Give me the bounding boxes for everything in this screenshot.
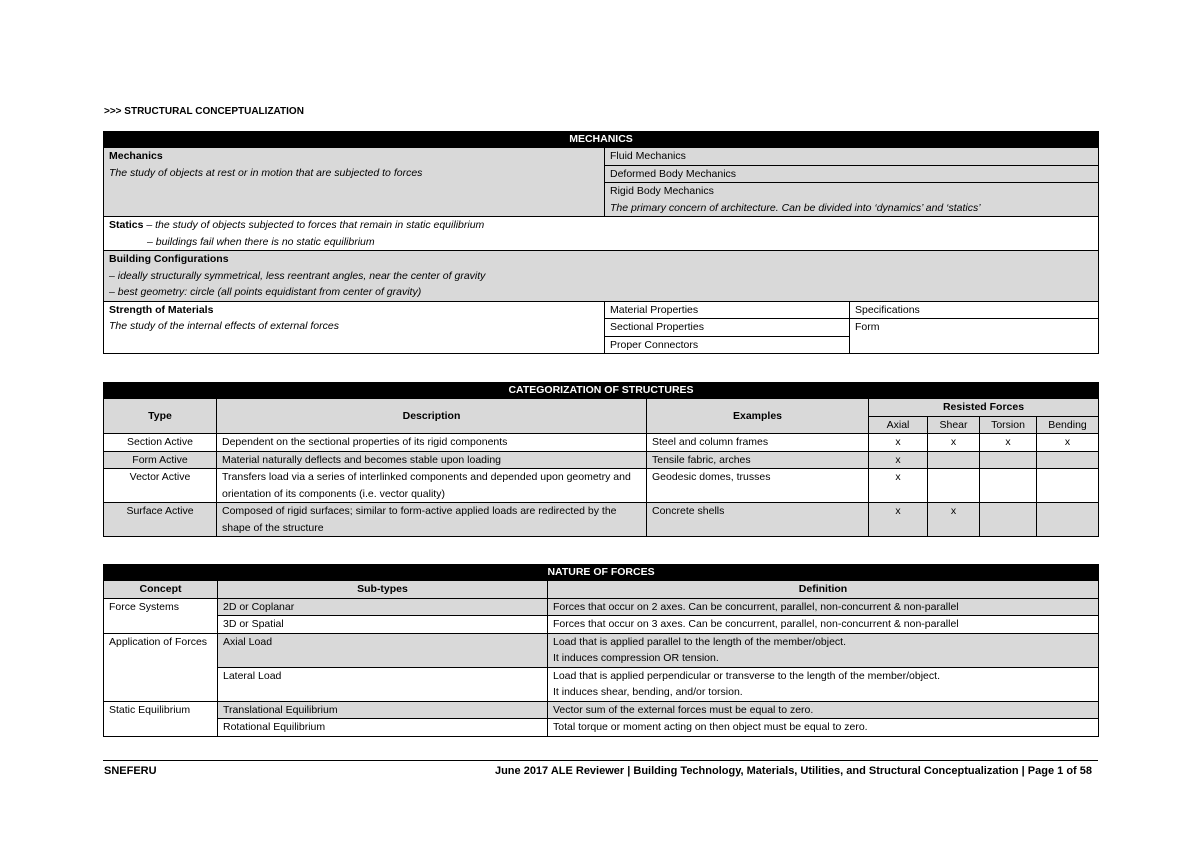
statics-label: Statics: [109, 219, 144, 231]
axial-def-line-2: It induces compression OR tension.: [553, 652, 719, 664]
statics-line-1: – the study of objects subjected to forces that remain in static equilibrium: [143, 219, 485, 231]
footer-author: SNEFERU: [104, 765, 157, 777]
subtypes-header: Sub-types: [218, 581, 548, 599]
definition-header: Definition: [548, 581, 1099, 599]
row-torsion: x: [980, 434, 1037, 452]
bending-header: Bending: [1037, 416, 1099, 434]
force-systems: Force Systems: [104, 598, 218, 633]
torsion-header: Torsion: [980, 416, 1037, 434]
translational-definition: Vector sum of the external forces must be equal to zero.: [548, 701, 1099, 719]
table-row: [104, 434, 1099, 452]
section-heading: >>> STRUCTURAL CONCEPTUALIZATION: [104, 106, 304, 117]
row-examples: Tensile fabric, arches: [647, 451, 869, 469]
row-type: Surface Active: [104, 503, 217, 537]
rotational-equilibrium: Rotational Equilibrium: [218, 719, 548, 737]
deformed-body-mechanics: Deformed Body Mechanics: [605, 165, 1099, 183]
row-examples: Concrete shells: [647, 503, 869, 537]
footer-page-info: June 2017 ALE Reviewer | Building Technology, Materials, Utilities, and Structural Conceptualization | Page 1 of 58: [494, 765, 1092, 777]
axial-header: Axial: [869, 416, 928, 434]
axial-def-line-1: Load that is applied parallel to the length of the member/object.: [553, 635, 847, 648]
static-equilibrium: Static Equilibrium: [104, 701, 218, 736]
row-shear: x: [928, 503, 980, 537]
concept-header: Concept: [104, 581, 218, 599]
statics-line-2: – buildings fail when there is no static equilibrium: [147, 235, 375, 248]
sectional-properties: Sectional Properties: [605, 319, 850, 337]
coplanar: 2D or Coplanar: [218, 598, 548, 616]
form: Form: [850, 319, 1099, 354]
building-configurations-line-1: – ideally structurally symmetrical, less reentrant angles, near the center of gravity: [109, 269, 486, 282]
row-torsion: [980, 503, 1037, 537]
material-properties: Material Properties: [605, 301, 850, 319]
table-row: [104, 469, 1099, 503]
footer-divider: [103, 760, 1098, 761]
row-axial: x: [869, 469, 928, 503]
row-type: Form Active: [104, 451, 217, 469]
fluid-mechanics: Fluid Mechanics: [605, 148, 1099, 166]
row-description: Composed of rigid surfaces; similar to form-active applied loads are redirected by the shape of the structure: [217, 503, 647, 537]
lateral-load-definition: [548, 667, 1099, 701]
description-header: Description: [217, 399, 647, 434]
examples-header: Examples: [647, 399, 869, 434]
resisted-forces-header: Resisted Forces: [869, 399, 1099, 417]
application-of-forces: Application of Forces: [104, 633, 218, 701]
translational-equilibrium: Translational Equilibrium: [218, 701, 548, 719]
mechanics-definition: The study of objects at rest or in motion that are subjected to forces: [109, 166, 423, 179]
row-axial: x: [869, 503, 928, 537]
rigid-body-mechanics: Rigid Body Mechanics: [605, 183, 1099, 200]
row-shear: [928, 451, 980, 469]
row-examples: Geodesic domes, trusses: [647, 469, 869, 503]
mechanics-table: [103, 131, 1099, 354]
mechanics-label: Mechanics: [109, 150, 163, 162]
strength-of-materials-cell: [104, 301, 605, 354]
row-bending: [1037, 451, 1099, 469]
strength-of-materials-label: Strength of Materials: [109, 303, 214, 316]
specifications: Specifications: [850, 301, 1099, 319]
rigid-body-definition: The primary concern of architecture. Can be divided into ‘dynamics’ and ‘statics’: [605, 200, 1099, 217]
row-bending: x: [1037, 434, 1099, 452]
table-row: [104, 503, 1099, 537]
lateral-load: Lateral Load: [218, 667, 548, 701]
axial-load: Axial Load: [218, 633, 548, 667]
coplanar-definition: Forces that occur on 2 axes. Can be concurrent, parallel, non-concurrent & non-parallel: [548, 598, 1099, 616]
strength-of-materials-definition: The study of the internal effects of external forces: [109, 320, 339, 332]
spatial: 3D or Spatial: [218, 616, 548, 634]
row-torsion: [980, 469, 1037, 503]
shear-header: Shear: [928, 416, 980, 434]
nature-of-forces-table: [103, 564, 1099, 737]
forces-title: NATURE OF FORCES: [104, 565, 1099, 581]
row-torsion: [980, 451, 1037, 469]
categorization-title: CATEGORIZATION OF STRUCTURES: [104, 383, 1099, 399]
type-header: Type: [104, 399, 217, 434]
row-shear: [928, 469, 980, 503]
row-description: Transfers load via a series of interlinked components and depended upon geometry and orientation of its components (i.e. vector quality): [217, 469, 647, 503]
rotational-definition: Total torque or moment acting on then object must be equal to zero.: [548, 719, 1099, 737]
row-axial: x: [869, 451, 928, 469]
statics-cell: [104, 217, 1099, 251]
row-examples: Steel and column frames: [647, 434, 869, 452]
row-description: Dependent on the sectional properties of its rigid components: [217, 434, 647, 452]
building-configurations-line-2: – best geometry: circle (all points equidistant from center of gravity): [109, 286, 422, 298]
building-configurations-label: Building Configurations: [109, 253, 229, 265]
mechanics-title: MECHANICS: [104, 132, 1099, 148]
row-bending: [1037, 503, 1099, 537]
axial-load-definition: [548, 633, 1099, 667]
row-shear: x: [928, 434, 980, 452]
lateral-def-line-1: Load that is applied perpendicular or transverse to the length of the member/object.: [553, 669, 940, 682]
categorization-table: [103, 382, 1099, 537]
row-bending: [1037, 469, 1099, 503]
table-row: [104, 451, 1099, 469]
building-configurations-cell: [104, 251, 1099, 302]
row-description: Material naturally deflects and becomes stable upon loading: [217, 451, 647, 469]
lateral-def-line-2: It induces shear, bending, and/or torsion.: [553, 686, 743, 698]
spatial-definition: Forces that occur on 3 axes. Can be concurrent, parallel, non-concurrent & non-parallel: [548, 616, 1099, 634]
mechanics-cell: [104, 148, 605, 217]
row-axial: x: [869, 434, 928, 452]
row-type: Section Active: [104, 434, 217, 452]
proper-connectors: Proper Connectors: [605, 336, 850, 354]
row-type: Vector Active: [104, 469, 217, 503]
